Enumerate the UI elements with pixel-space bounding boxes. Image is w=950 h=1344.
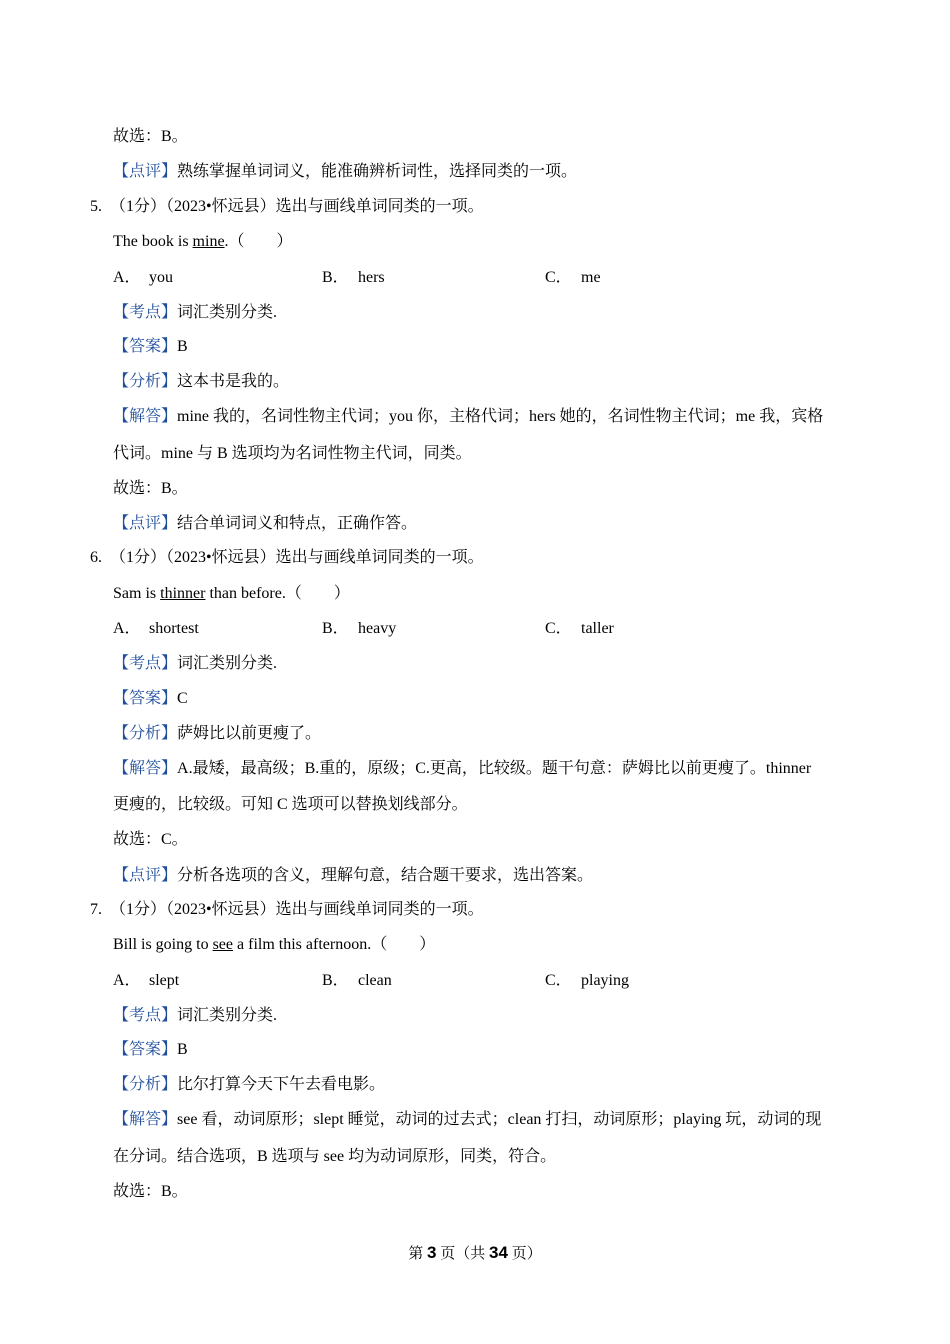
- page-total: 34: [489, 1243, 508, 1262]
- question-5-comment: 【点评】结合单词词义和特点，正确作答。: [113, 515, 418, 532]
- question-5-solution-cont: 代词。mine 与 B 选项均为名词性物主代词，同类。: [113, 445, 472, 462]
- question-7-stem: Bill is going to see a film this afternoon.（ ）: [113, 936, 436, 953]
- question-5-header: 5. （1分）（2023•怀远县）选出与画线单词同类的一项。: [90, 198, 484, 215]
- question-6-option-b[interactable]: B． heavy: [322, 620, 397, 637]
- question-5-option-a[interactable]: A． you: [113, 269, 173, 286]
- question-5-kaodian: 【考点】词汇类别分类.: [113, 304, 278, 321]
- question-7-answer: 【答案】B: [113, 1041, 188, 1058]
- question-7-solution: 【解答】see 看，动词原形；slept 睡觉，动词的过去式；clean 打扫，动词原形；playing 玩，动词的现: [113, 1111, 822, 1128]
- question-6-comment: 【点评】分析各选项的含义，理解句意，结合题干要求，选出答案。: [113, 867, 594, 884]
- question-5-answer: 【答案】B: [113, 338, 188, 355]
- page-footer: 第 3 页（共 34 页）: [408, 1243, 542, 1262]
- question-7-header: 7. （1分）（2023•怀远县）选出与画线单词同类的一项。: [90, 901, 484, 918]
- q4-choice: 故选：B。: [113, 128, 188, 145]
- question-6-option-a[interactable]: A． shortest: [113, 620, 199, 637]
- question-6-stem: Sam is thinner than before.（ ）: [113, 585, 350, 602]
- question-5-solution: 【解答】mine 我的，名词性物主代词；you 你，主格代词；hers 她的，名词性物主代词；me 我，宾格: [113, 408, 824, 425]
- question-7-option-a[interactable]: A． slept: [113, 972, 180, 989]
- question-7-choice: 故选：B。: [113, 1183, 188, 1200]
- question-7-option-c[interactable]: C． playing: [545, 972, 629, 989]
- question-7-kaodian: 【考点】词汇类别分类.: [113, 1007, 278, 1024]
- question-6-header: 6. （1分）（2023•怀远县）选出与画线单词同类的一项。: [90, 549, 484, 566]
- question-5-analysis: 【分析】这本书是我的。: [113, 373, 290, 390]
- q4-comment: 【点评】熟练掌握单词词义，能准确辨析词性，选择同类的一项。: [113, 163, 578, 180]
- question-7-option-b[interactable]: B． clean: [322, 972, 392, 989]
- question-6-kaodian: 【考点】词汇类别分类.: [113, 655, 278, 672]
- question-6-option-c[interactable]: C． taller: [545, 620, 614, 637]
- question-5-choice: 故选：B。: [113, 480, 188, 497]
- question-6-solution: 【解答】A.最矮，最高级；B.重的，原级；C.更高，比较级。题干句意：萨姆比以前更瘦了。thinner: [113, 760, 812, 777]
- question-7-analysis: 【分析】比尔打算今天下午去看电影。: [113, 1076, 386, 1093]
- question-6-analysis: 【分析】萨姆比以前更瘦了。: [113, 725, 322, 742]
- question-5-option-b[interactable]: B． hers: [322, 269, 385, 286]
- question-6-choice: 故选：C。: [113, 831, 188, 848]
- question-6-solution-cont: 更瘦的，比较级。可知 C 选项可以替换划线部分。: [113, 796, 468, 813]
- page-number: 3: [427, 1243, 437, 1262]
- question-6-answer: 【答案】C: [113, 690, 188, 707]
- question-7-solution-cont: 在分词。结合选项，B 选项与 see 均为动词原形，同类，符合。: [113, 1148, 557, 1165]
- question-5-stem: The book is mine.（ ）: [113, 233, 293, 250]
- question-5-option-c[interactable]: C． me: [545, 269, 601, 286]
